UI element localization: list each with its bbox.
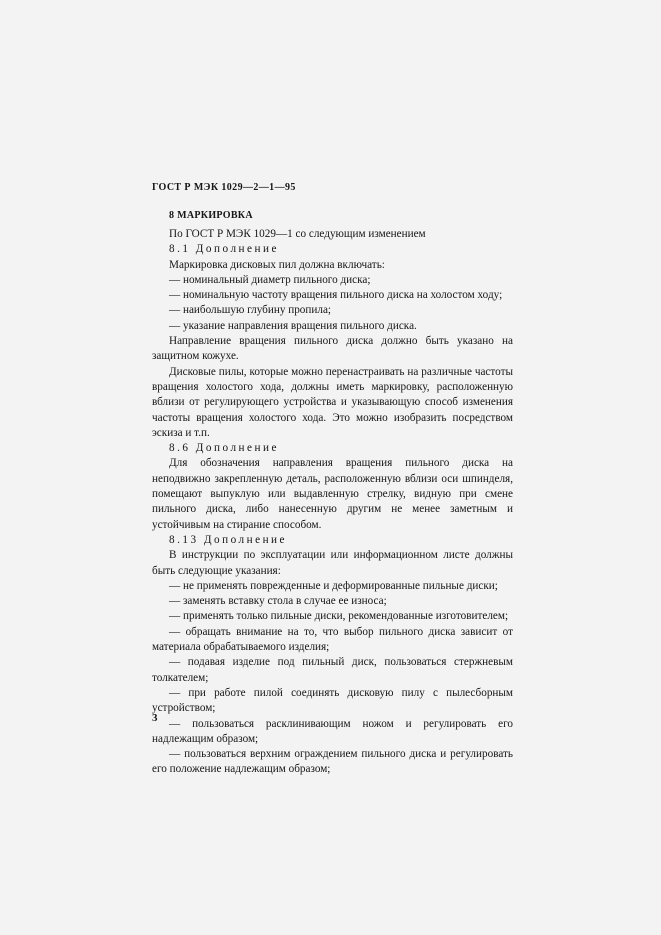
list-item: — применять только пильные диски, рекомендованные изготовителем; [169, 610, 509, 623]
list-item: — обращать внимание на то, что выбор пильного диска зависит от материала обрабатываемого изделия; [152, 625, 513, 654]
list-item: — номинальный диаметр пильного диска; [169, 273, 371, 286]
section-title: 8 МАРКИРОВКА [169, 210, 253, 221]
document-header: ГОСТ Р МЭК 1029—2—1—95 [152, 182, 296, 193]
subsection-heading: 8.13 Дополнение [169, 533, 288, 546]
list-item: — пользоваться расклинивающим ножом и регулировать его надлежащим образом; [152, 717, 513, 745]
list-item: — номинальную частоту вращения пильного диска на холостом ходу; [169, 289, 503, 302]
body-text [152, 227, 513, 778]
list-item: — пользоваться верхним ограждением пильного диска и регулировать его положение надлежащим образом; [152, 748, 513, 776]
list-item: — указание направления вращения пильного диска. [169, 319, 417, 332]
intro-paragraph: По ГОСТ Р МЭК 1029—1 со следующим изменением [169, 228, 426, 240]
paragraph: Направление вращения пильного диска должно быть указано на защитном кожухе. [152, 335, 513, 363]
paragraph: Для обозначения направления вращения пильного диска на неподвижно закрепленную деталь, расположенную вблизи оси шпинделя, помещают выпуклую или выдавленную стрелку, видную при смене пильного диска, либо нанесенную другим не менее заметным и устойчивым на стирание способом. [152, 457, 513, 531]
list-item: — при работе пилой соединять дисковую пилу с пылесборным устройством; [152, 686, 513, 715]
paragraph: Маркировка дисковых пил должна включать: [169, 258, 385, 271]
list-item: — заменять вставку стола в случае ее износа; [169, 595, 387, 608]
subsection-heading: 8.6 Дополнение [169, 442, 279, 455]
page-number: 3 [152, 712, 158, 724]
paragraph: В инструкции по эксплуатации или информационном листе должны быть следующие указания: [152, 549, 513, 577]
list-item: — не применять поврежденные и деформированные пильные диски; [169, 579, 498, 592]
list-item: — наибольшую глубину пропила; [169, 304, 332, 317]
list-item: — подавая изделие под пильный диск, пользоваться стержневым толкателем; [152, 656, 513, 684]
paragraph: Дисковые пилы, которые можно перенастраивать на различные частоты вращения холостого хода, должны иметь маркировку, расположенную вблизи от регулирующего устройства и указывающую способ изменения частоты вращения холостого хода. Это можно изобразить посредством эскиза и т.п. [152, 365, 513, 439]
subsection-heading: 8.1 Дополнение [169, 243, 279, 256]
